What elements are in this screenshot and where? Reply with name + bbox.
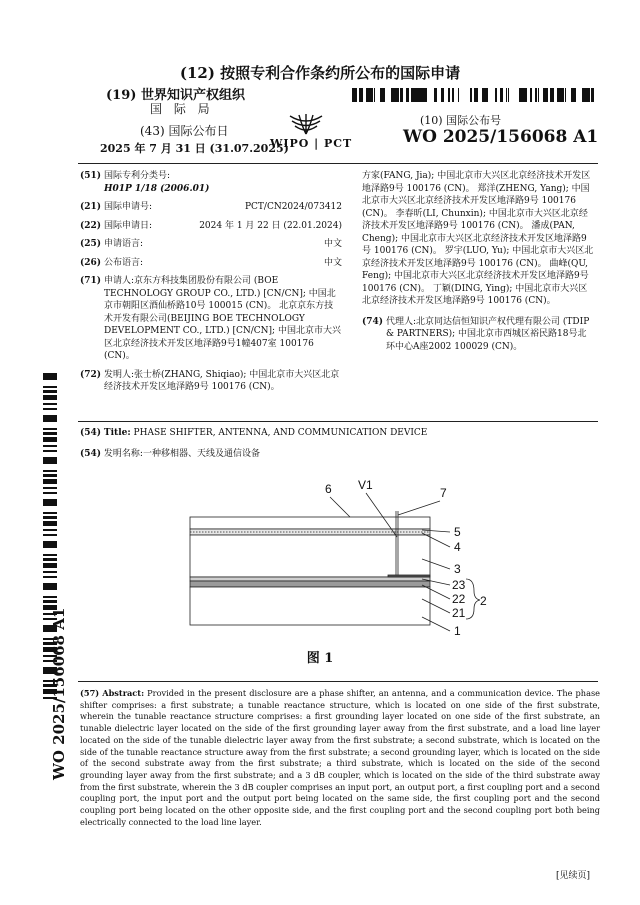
label-22: 22 xyxy=(452,592,466,606)
title-divider xyxy=(78,421,598,422)
field-71: (71) 申请人:京东方科技集团股份有限公司 (BOE TECHNOLOGY GROUP CO., LTD.) [CN/CN]; 中国北京市朝阳区酒仙桥路10号 100015 (CN)。 北京京东方技术开发有限公司(BEIJING BOE TECHNOLOGY DEVELOPMENT CO., LTD.) [CN/CN]; 中国北京市大兴区北京经济技术开发区地泽路9号1幢407室 100176 (CN)。 xyxy=(80,276,341,361)
field-25: (25) 申请语言: 中文 xyxy=(80,239,342,249)
figure-caption: 图 1 xyxy=(306,651,334,666)
org-name: (19) 世界知识产权组织 xyxy=(106,88,245,103)
field-51: (51) 国际专利分类号: H01P 1/18 (2006.01) xyxy=(80,171,210,194)
label-4: 4 xyxy=(454,540,461,554)
top-barcode xyxy=(352,88,596,102)
abstract-divider xyxy=(78,681,598,682)
bibliographic-left xyxy=(80,170,342,400)
label-23: 23 xyxy=(452,578,466,592)
label-3: 3 xyxy=(454,562,461,576)
title-chinese: (54) 发明名称:一种移相器、天线及通信设备 xyxy=(80,449,260,459)
document-title: (12) 按照专利合作条约所公布的国际申请 xyxy=(179,64,461,82)
pub-date-label: (43) 国际公布日 xyxy=(140,124,229,138)
field-22: (22) 国际申请日: 2024 年 1 月 22 日 (22.01.2024) xyxy=(80,220,342,231)
label-1: 1 xyxy=(454,624,461,638)
figure-1 xyxy=(150,475,500,650)
title-english: (54) Title: PHASE SHIFTER, ANTENNA, AND COMMUNICATION DEVICE xyxy=(80,428,428,438)
header-divider xyxy=(78,163,598,164)
field-26: (26) 公布语言: 中文 xyxy=(80,257,342,268)
field-72: (72) 发明人:张士桥(ZHANG, Shiqiao); 中国北京市大兴区北京经济技术开发区地泽路9号 100176 (CN)。 xyxy=(80,369,340,392)
pub-no-label: (10) 国际公布号 xyxy=(420,114,502,127)
label-2: 2 xyxy=(480,594,487,608)
inventors-continued: 方家(FANG, Jia); 中国北京市大兴区北京经济技术开发区地泽路9号 100176 (CN)。 郑洋(ZHENG, Yang); 中国北京市大兴区北京经济技术开发区地泽路9号 100176 (CN)。 李春昕(LI, Chunxin); 中国北京市大兴区北京经济技术开发区地泽路9号 100176 (CN)。 潘成(PAN, Cheng); 中国北京市大兴区北京经济技术开发区地泽路9号 100176 (CN)。 罗宇(LUO, Yu); 中国北京市大兴区北京经济技术开发区地泽路9号 100176 (CN)。 曲峰(QU, Feng); 中国北京市大兴区北京经济技术开发区地泽路9号 100176 (CN)。 丁颖(DING, Ying); 中国北京市大兴区北京经济技术开发区地泽路9号 100176 (CN)。 xyxy=(362,171,594,306)
label-6: 6 xyxy=(325,482,332,496)
label-v1: V1 xyxy=(358,478,373,492)
label-7: 7 xyxy=(440,486,447,500)
bibliographic-right xyxy=(362,170,594,359)
wipo-logo-text: WIPO | PCT xyxy=(270,137,353,150)
label-5: 5 xyxy=(454,525,461,539)
field-21: (21) 国际申请号: PCT/CN2024/073412 xyxy=(80,202,342,212)
continued-note: [见续页] xyxy=(556,871,591,881)
abstract: (57) Abstract: Provided in the present disclosure are a phase shifter, an antenna, and a communication device. The phase shifter comprises: a first substrate; a tunable reactance structure, which is located on one side of the first substrate, wherein the tunable reactance structure comprises: a first grounding layer located on one side of the first substrate, an tunable dielectric layer located on the side of the first grounding layer away from the first substrate, and a load line layer located on the side of the tunable dielectric layer away from the first substrate; a second substrate, which is located on the side of the tunable reactance structure away from the first substrate; a second grounding layer, which is located on the side of the second substrate away from the first substrate; a third substrate, which is located on the side of the second grounding layer away from the first substrate; and a 3 dB coupler, which is located on the side of the third substrate away from the first substrate, wherein the 3 dB coupler comprises an input port, an output port, a first coupling port and a second coupling port, the input port and the output port being located on the same side, the first coupling port and the second coupling port being located on the other opposite side, and the first coupling port and the second coupling port both being electrically connected to the load line layer. xyxy=(80,688,601,827)
org-subname: 国 际 局 xyxy=(150,102,214,116)
side-pub-number: WO 2025/156068 A1 xyxy=(50,607,68,780)
label-21: 21 xyxy=(452,606,466,620)
pub-number: WO 2025/156068 A1 xyxy=(403,127,599,147)
pub-date: 2025 年 7 月 31 日 (31.07.2025) xyxy=(100,142,289,155)
field-74: (74) 代理人:北京同达信恒知识产权代理有限公司 (TDIP & PARTNERS); 中国北京市西城区裕民路18号北环中心A座2002 100029 (CN)。 xyxy=(362,316,590,352)
